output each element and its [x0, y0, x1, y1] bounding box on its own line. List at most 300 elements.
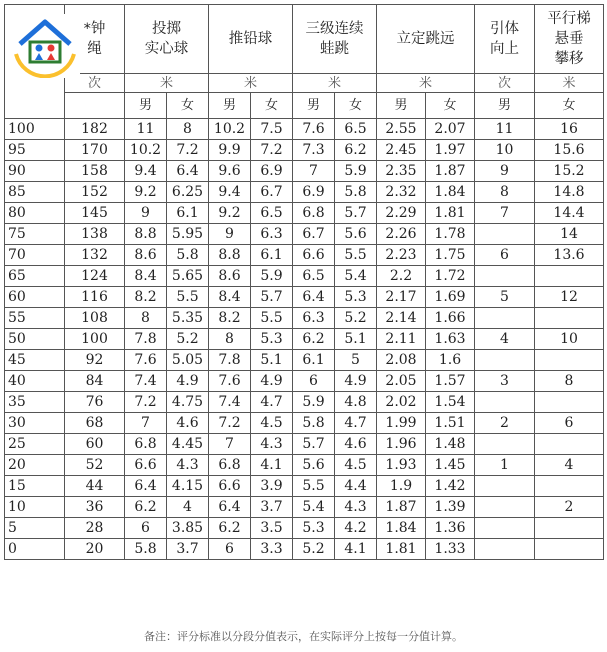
value-cell: 1.33: [426, 539, 475, 560]
value-cell: 6.25: [167, 182, 209, 203]
score-cell: 20: [5, 455, 65, 476]
value-cell: 10: [535, 329, 604, 350]
value-cell: 6: [535, 413, 604, 434]
value-cell: 16: [535, 119, 604, 140]
unit-pull-up: 次: [475, 74, 535, 93]
value-cell: 9.9: [209, 140, 251, 161]
table-row: [5, 497, 604, 518]
value-cell: 5.35: [167, 308, 209, 329]
value-cell: 3.9: [251, 476, 293, 497]
value-cell: 6.2: [209, 518, 251, 539]
score-cell: 75: [5, 224, 65, 245]
value-cell: 1.75: [426, 245, 475, 266]
value-cell: 7: [293, 161, 335, 182]
gender-female-frog-jump: 女: [335, 93, 377, 119]
unit-shot-put: 米: [209, 74, 293, 93]
gender-ladder-traverse: 女: [535, 93, 604, 119]
value-cell: 1.69: [426, 287, 475, 308]
value-cell: [475, 392, 535, 413]
table-row: [5, 245, 604, 266]
value-cell: [475, 350, 535, 371]
value-cell: 7.2: [125, 392, 167, 413]
value-cell: 12: [535, 287, 604, 308]
value-cell: 145: [65, 203, 125, 224]
score-cell: 5: [5, 518, 65, 539]
value-cell: 1.9: [377, 476, 426, 497]
score-cell: 15: [5, 476, 65, 497]
value-cell: 6.5: [335, 119, 377, 140]
score-cell: 95: [5, 140, 65, 161]
value-cell: [535, 476, 604, 497]
value-cell: 6.7: [251, 182, 293, 203]
table-row: [5, 203, 604, 224]
value-cell: 6.4: [125, 476, 167, 497]
unit-frog-jump: 米: [293, 74, 377, 93]
table-row: [5, 266, 604, 287]
value-cell: 92: [65, 350, 125, 371]
header-medicine-ball: 投掷 实心球: [125, 5, 209, 74]
value-cell: 7.5: [251, 119, 293, 140]
value-cell: 4.3: [251, 434, 293, 455]
value-cell: 1.51: [426, 413, 475, 434]
gender-female-long-jump: 女: [426, 93, 475, 119]
value-cell: 6.2: [335, 140, 377, 161]
value-cell: [475, 308, 535, 329]
header-pull-up: 引体 向上: [475, 5, 535, 74]
value-cell: 9: [475, 161, 535, 182]
value-cell: 3: [475, 371, 535, 392]
header-shot-put: 推铅球: [209, 5, 293, 74]
value-cell: 116: [65, 287, 125, 308]
value-cell: 1.42: [426, 476, 475, 497]
value-cell: 124: [65, 266, 125, 287]
value-cell: 1.72: [426, 266, 475, 287]
table-row: [5, 455, 604, 476]
value-cell: 8.6: [209, 266, 251, 287]
value-cell: 28: [65, 518, 125, 539]
value-cell: 15.6: [535, 140, 604, 161]
value-cell: [535, 308, 604, 329]
value-cell: 1.97: [426, 140, 475, 161]
value-cell: 3.7: [251, 497, 293, 518]
value-cell: 4.9: [167, 371, 209, 392]
value-cell: 8: [209, 329, 251, 350]
score-cell: 60: [5, 287, 65, 308]
table-row: [5, 476, 604, 497]
value-cell: 6: [209, 539, 251, 560]
table-row: [5, 539, 604, 560]
score-cell: 50: [5, 329, 65, 350]
score-cell: 40: [5, 371, 65, 392]
value-cell: 8.4: [125, 266, 167, 287]
value-cell: 8: [167, 119, 209, 140]
gender-male-medicine-ball: 男: [125, 93, 167, 119]
value-cell: [475, 266, 535, 287]
score-cell: 90: [5, 161, 65, 182]
value-cell: 6.4: [167, 161, 209, 182]
value-cell: 8.2: [209, 308, 251, 329]
score-cell: 10: [5, 497, 65, 518]
value-cell: 1.45: [426, 455, 475, 476]
value-cell: 9: [125, 203, 167, 224]
value-cell: 1.36: [426, 518, 475, 539]
value-cell: 5.7: [293, 434, 335, 455]
value-cell: 8: [475, 182, 535, 203]
gender-female-medicine-ball: 女: [167, 93, 209, 119]
value-cell: 44: [65, 476, 125, 497]
value-cell: 2.45: [377, 140, 426, 161]
value-cell: 1.78: [426, 224, 475, 245]
value-cell: 10: [475, 140, 535, 161]
value-cell: 4.1: [335, 539, 377, 560]
value-cell: 2.14: [377, 308, 426, 329]
value-cell: 7.6: [293, 119, 335, 140]
value-cell: 4.2: [335, 518, 377, 539]
score-cell: 55: [5, 308, 65, 329]
value-cell: 4.7: [335, 413, 377, 434]
value-cell: 7.4: [209, 392, 251, 413]
header-ladder-traverse: 平行梯 悬垂 攀移: [535, 5, 604, 74]
score-cell: 70: [5, 245, 65, 266]
value-cell: 6.2: [293, 329, 335, 350]
value-cell: 5.7: [251, 287, 293, 308]
value-cell: 6.7: [293, 224, 335, 245]
header-frog-jump: 三级连续 蛙跳: [293, 5, 377, 74]
value-cell: 6.6: [209, 476, 251, 497]
site-logo: [10, 14, 80, 78]
value-cell: 2.17: [377, 287, 426, 308]
value-cell: 4.4: [335, 476, 377, 497]
value-cell: 2.02: [377, 392, 426, 413]
value-cell: 1.57: [426, 371, 475, 392]
header-rope-skipping: *钟 绳: [65, 5, 125, 74]
value-cell: 6.1: [293, 350, 335, 371]
value-cell: 8: [125, 308, 167, 329]
value-cell: 5: [335, 350, 377, 371]
value-cell: [535, 266, 604, 287]
value-cell: 1.39: [426, 497, 475, 518]
value-cell: 7.2: [251, 140, 293, 161]
value-cell: 3.3: [251, 539, 293, 560]
value-cell: [475, 434, 535, 455]
value-cell: 4: [167, 497, 209, 518]
value-cell: 7.4: [125, 371, 167, 392]
header-standing-long-jump: 立定跳远: [377, 5, 475, 74]
score-cell: 45: [5, 350, 65, 371]
value-cell: 1.87: [377, 497, 426, 518]
value-cell: 1.99: [377, 413, 426, 434]
value-cell: [535, 518, 604, 539]
value-cell: 5.9: [251, 266, 293, 287]
value-cell: 4.7: [251, 392, 293, 413]
value-cell: [535, 350, 604, 371]
unit-row: [5, 74, 604, 93]
value-cell: 3.7: [167, 539, 209, 560]
value-cell: 1.87: [426, 161, 475, 182]
value-cell: 9: [209, 224, 251, 245]
value-cell: [535, 434, 604, 455]
value-cell: 8.6: [125, 245, 167, 266]
value-cell: 84: [65, 371, 125, 392]
value-cell: 4.8: [335, 392, 377, 413]
score-cell: 30: [5, 413, 65, 434]
table-row: [5, 287, 604, 308]
value-cell: 4: [475, 329, 535, 350]
value-cell: 6.3: [293, 308, 335, 329]
value-cell: 4: [535, 455, 604, 476]
value-cell: 20: [65, 539, 125, 560]
unit-standing-long-jump: 米: [377, 74, 475, 93]
value-cell: 8.4: [209, 287, 251, 308]
value-cell: 5.2: [335, 308, 377, 329]
header-row: [5, 5, 604, 74]
value-cell: 6.6: [125, 455, 167, 476]
value-cell: 4.6: [335, 434, 377, 455]
value-cell: 6.1: [167, 203, 209, 224]
value-cell: 5.4: [335, 266, 377, 287]
value-cell: 100: [65, 329, 125, 350]
value-cell: 10.2: [125, 140, 167, 161]
value-cell: 36: [65, 497, 125, 518]
value-cell: 170: [65, 140, 125, 161]
value-cell: 4.3: [167, 455, 209, 476]
value-cell: 6.2: [125, 497, 167, 518]
gender-male-shot-put: 男: [209, 93, 251, 119]
score-cell: 100: [5, 119, 65, 140]
value-cell: 6.8: [293, 203, 335, 224]
value-cell: 4.15: [167, 476, 209, 497]
value-cell: 6.8: [209, 455, 251, 476]
value-cell: 5.1: [251, 350, 293, 371]
value-cell: 6: [293, 371, 335, 392]
scoring-table: [4, 4, 604, 560]
value-cell: 182: [65, 119, 125, 140]
value-cell: 7.3: [293, 140, 335, 161]
value-cell: 4.75: [167, 392, 209, 413]
value-cell: 1: [475, 455, 535, 476]
value-cell: 5.1: [335, 329, 377, 350]
value-cell: 7: [125, 413, 167, 434]
value-cell: 8.8: [125, 224, 167, 245]
value-cell: 5.95: [167, 224, 209, 245]
value-cell: 1.54: [426, 392, 475, 413]
value-cell: 10.2: [209, 119, 251, 140]
value-cell: 2.23: [377, 245, 426, 266]
value-cell: 9.2: [209, 203, 251, 224]
value-cell: 14.4: [535, 203, 604, 224]
value-cell: 108: [65, 308, 125, 329]
value-cell: 138: [65, 224, 125, 245]
value-cell: [475, 497, 535, 518]
value-cell: 5.6: [293, 455, 335, 476]
value-cell: 6.4: [293, 287, 335, 308]
table-row: [5, 224, 604, 245]
value-cell: 2.26: [377, 224, 426, 245]
value-cell: 1.93: [377, 455, 426, 476]
value-cell: 4.45: [167, 434, 209, 455]
value-cell: 6.9: [293, 182, 335, 203]
unit-rope-skipping: 次: [65, 74, 125, 93]
table-row: [5, 434, 604, 455]
value-cell: 1.63: [426, 329, 475, 350]
value-cell: 1.81: [426, 203, 475, 224]
value-cell: 2: [535, 497, 604, 518]
gender-male-frog-jump: 男: [293, 93, 335, 119]
value-cell: 2.2: [377, 266, 426, 287]
value-cell: 5.8: [125, 539, 167, 560]
value-cell: 4.1: [251, 455, 293, 476]
table-row: [5, 329, 604, 350]
value-cell: 9.4: [125, 161, 167, 182]
score-cell: 0: [5, 539, 65, 560]
table-row: [5, 182, 604, 203]
value-cell: [535, 539, 604, 560]
table-row: [5, 518, 604, 539]
value-cell: 5.65: [167, 266, 209, 287]
value-cell: 158: [65, 161, 125, 182]
table-row: [5, 392, 604, 413]
value-cell: 2.55: [377, 119, 426, 140]
score-cell: 65: [5, 266, 65, 287]
value-cell: 68: [65, 413, 125, 434]
value-cell: 8.2: [125, 287, 167, 308]
value-cell: 8.8: [209, 245, 251, 266]
value-cell: 6: [125, 518, 167, 539]
value-cell: 132: [65, 245, 125, 266]
value-cell: 2.32: [377, 182, 426, 203]
value-cell: 7.2: [209, 413, 251, 434]
value-cell: 6.5: [251, 203, 293, 224]
value-cell: 4.5: [335, 455, 377, 476]
value-cell: 5.05: [167, 350, 209, 371]
value-cell: 13.6: [535, 245, 604, 266]
value-cell: 8: [535, 371, 604, 392]
value-cell: 7.8: [209, 350, 251, 371]
value-cell: 52: [65, 455, 125, 476]
value-cell: 1.84: [377, 518, 426, 539]
value-cell: 4.3: [335, 497, 377, 518]
value-cell: 5.7: [335, 203, 377, 224]
footnote: 备注：评分标准以分段分值表示，在实际评分上按每一分值计算。: [144, 630, 463, 643]
value-cell: 9.4: [209, 182, 251, 203]
gender-male-pull-up: 男: [475, 93, 535, 119]
value-cell: 60: [65, 434, 125, 455]
gender-score-cell: [5, 93, 65, 119]
score-cell: 80: [5, 203, 65, 224]
value-cell: 7.2: [167, 140, 209, 161]
gender-row: [5, 93, 604, 119]
value-cell: [475, 518, 535, 539]
value-cell: 5.2: [167, 329, 209, 350]
house-family-icon: [10, 14, 80, 78]
value-cell: 7.6: [209, 371, 251, 392]
value-cell: 2.08: [377, 350, 426, 371]
value-cell: 1.48: [426, 434, 475, 455]
value-cell: 6.3: [251, 224, 293, 245]
value-cell: 5.3: [293, 518, 335, 539]
value-cell: 1.66: [426, 308, 475, 329]
score-cell: 35: [5, 392, 65, 413]
value-cell: 4.6: [167, 413, 209, 434]
value-cell: 6.6: [293, 245, 335, 266]
value-cell: 2: [475, 413, 535, 434]
value-cell: 5.5: [293, 476, 335, 497]
score-cell: 25: [5, 434, 65, 455]
value-cell: 1.81: [377, 539, 426, 560]
score-rows: [5, 119, 604, 560]
value-cell: 2.05: [377, 371, 426, 392]
value-cell: 152: [65, 182, 125, 203]
value-cell: 5.2: [293, 539, 335, 560]
value-cell: 11: [475, 119, 535, 140]
value-cell: 7: [475, 203, 535, 224]
table-row: [5, 308, 604, 329]
value-cell: 9.6: [209, 161, 251, 182]
table-row: [5, 413, 604, 434]
value-cell: 14: [535, 224, 604, 245]
table-row: [5, 161, 604, 182]
value-cell: 4.9: [335, 371, 377, 392]
value-cell: 6.8: [125, 434, 167, 455]
value-cell: 2.35: [377, 161, 426, 182]
value-cell: 4.9: [251, 371, 293, 392]
value-cell: 6.1: [251, 245, 293, 266]
value-cell: [535, 392, 604, 413]
value-cell: 2.29: [377, 203, 426, 224]
value-cell: 1.96: [377, 434, 426, 455]
unit-medicine-ball: 米: [125, 74, 209, 93]
value-cell: 6.5: [293, 266, 335, 287]
value-cell: 3.85: [167, 518, 209, 539]
value-cell: 6.4: [209, 497, 251, 518]
unit-ladder-traverse: 米: [535, 74, 604, 93]
value-cell: 1.6: [426, 350, 475, 371]
value-cell: 6: [475, 245, 535, 266]
value-cell: [475, 224, 535, 245]
value-cell: 15.2: [535, 161, 604, 182]
value-cell: 6.9: [251, 161, 293, 182]
value-cell: 5.5: [167, 287, 209, 308]
table-row: [5, 371, 604, 392]
table-row: [5, 140, 604, 161]
value-cell: 11: [125, 119, 167, 140]
score-cell: 85: [5, 182, 65, 203]
value-cell: 5.6: [335, 224, 377, 245]
value-cell: 7: [209, 434, 251, 455]
value-cell: 5.5: [335, 245, 377, 266]
value-cell: 5.3: [335, 287, 377, 308]
value-cell: 7.8: [125, 329, 167, 350]
value-cell: 5.5: [251, 308, 293, 329]
value-cell: 5.8: [167, 245, 209, 266]
value-cell: 5.9: [293, 392, 335, 413]
value-cell: 5.9: [335, 161, 377, 182]
value-cell: 5: [475, 287, 535, 308]
table-row: [5, 119, 604, 140]
value-cell: 2.11: [377, 329, 426, 350]
value-cell: [475, 539, 535, 560]
gender-female-shot-put: 女: [251, 93, 293, 119]
value-cell: 1.84: [426, 182, 475, 203]
gender-male-long-jump: 男: [377, 93, 426, 119]
value-cell: 5.3: [251, 329, 293, 350]
value-cell: [475, 476, 535, 497]
value-cell: 5.4: [293, 497, 335, 518]
value-cell: 3.5: [251, 518, 293, 539]
value-cell: 5.8: [335, 182, 377, 203]
value-cell: 5.8: [293, 413, 335, 434]
value-cell: 4.5: [251, 413, 293, 434]
